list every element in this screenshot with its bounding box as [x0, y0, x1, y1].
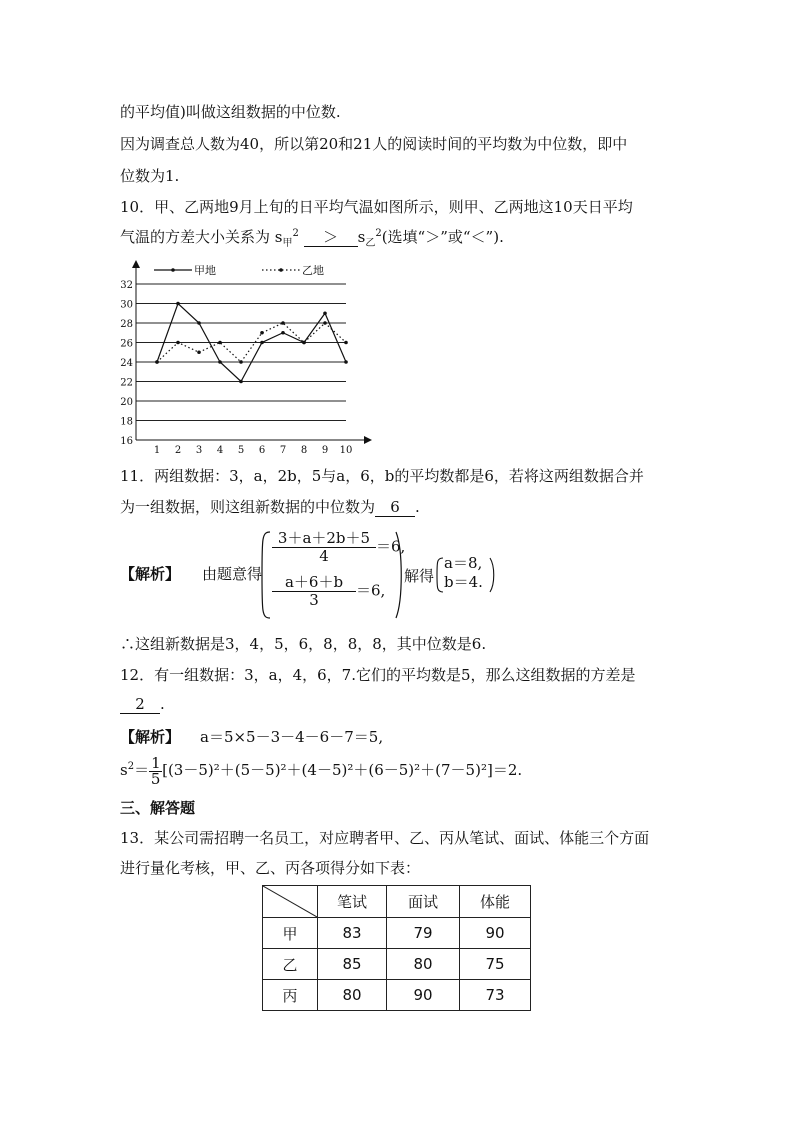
legend-label: 乙地	[302, 264, 324, 277]
chart-axes	[132, 260, 372, 444]
score-table	[262, 885, 531, 1011]
point-yi	[155, 360, 159, 364]
point-jia	[323, 311, 327, 315]
point-yi	[323, 321, 327, 325]
x-tick-label: 8	[300, 445, 308, 454]
denominator: 5	[150, 769, 161, 788]
table-row	[263, 980, 531, 1011]
question-11-line-1: 11．两组数据：3，a，2b，5与a，6，b的平均数都是6，若将这两组数据合并	[120, 467, 644, 485]
table-row	[263, 918, 531, 949]
numerator: 1	[151, 753, 161, 772]
table-cell: 75	[460, 949, 531, 980]
point-yi	[302, 341, 306, 345]
text: .	[160, 695, 165, 713]
x-tick-label: 10	[339, 445, 353, 454]
fraction	[272, 530, 376, 565]
y-tick-label: 32	[120, 280, 133, 291]
chart-grid	[136, 284, 346, 421]
variance-equation	[120, 752, 522, 788]
chart-legend	[154, 263, 324, 277]
x-tick-label: 5	[237, 445, 245, 454]
y-tick-label: 22	[120, 377, 133, 389]
text-line: 的平均值)叫做这组数据的中位数.	[120, 103, 341, 121]
answer-blank: 6	[375, 498, 415, 517]
point-jia	[218, 360, 222, 364]
point-yi	[260, 331, 264, 335]
paren-right	[488, 556, 498, 594]
text: 为一组数据，则这组新数据的中位数为	[120, 498, 376, 516]
point-yi	[344, 341, 348, 345]
text: ＝	[134, 761, 150, 779]
row-label: 乙	[263, 949, 318, 980]
y-tick-label: 18	[120, 416, 133, 428]
column-header: 面试	[387, 886, 460, 918]
x-tick-label: 1	[153, 445, 161, 454]
y-tick-label: 24	[120, 358, 133, 369]
x-tick-label: 4	[216, 445, 224, 454]
solution-brace	[434, 556, 444, 594]
row-label: 丙	[263, 980, 318, 1011]
text: (选填“＞”或“＜”).	[381, 228, 504, 246]
chart-ticks	[120, 280, 352, 454]
superscript: 2	[375, 228, 382, 239]
diagonal-line	[263, 886, 317, 917]
column-header: 笔试	[318, 886, 387, 918]
diagonal-corner-cell	[263, 886, 318, 918]
y-tick-label: 16	[120, 436, 133, 447]
x-axis-arrow	[364, 436, 372, 444]
solution-b: b＝4.	[444, 573, 483, 591]
analysis-label: 【解析】	[120, 565, 181, 583]
column-header: 体能	[460, 886, 531, 918]
point-jia	[176, 302, 180, 306]
table-cell: 90	[387, 980, 460, 1011]
analysis-label: 【解析】	[120, 728, 181, 746]
text: s	[120, 761, 128, 779]
x-tick-label: 3	[195, 445, 203, 454]
text: 气温的方差大小关系为 s	[120, 228, 283, 246]
table-cell: 90	[460, 918, 531, 949]
left-brace	[258, 530, 272, 620]
denominator: 3	[309, 591, 319, 609]
text: [(3－5)²＋(5－5)²＋(4－5)²＋(6－5)²＋(7－5)²]＝2.	[162, 761, 523, 779]
answer-blank: 2	[120, 695, 160, 714]
table-cell: 73	[460, 980, 531, 1011]
equation-system	[258, 530, 508, 620]
y-tick-label: 26	[120, 338, 133, 350]
table-cell: 80	[318, 980, 387, 1011]
numerator: a＋6＋b	[272, 574, 356, 592]
subscript: 乙	[365, 238, 376, 249]
table-cell: 80	[387, 949, 460, 980]
equation-1	[272, 530, 405, 565]
equation-rhs: ＝6,	[356, 581, 386, 600]
table-cell: 83	[318, 918, 387, 949]
x-tick-label: 2	[174, 445, 182, 454]
text: s	[357, 228, 366, 246]
table-cell: 85	[318, 949, 387, 980]
y-tick-label: 28	[120, 319, 133, 330]
numerator: 3＋a＋2b＋5	[272, 530, 376, 548]
analysis-equation: a＝5×5－3－4－6－7＝5,	[200, 728, 384, 746]
equation-2	[272, 574, 385, 609]
x-tick-label: 7	[279, 445, 287, 454]
legend-marker	[171, 268, 175, 272]
answer-blank: ＞	[304, 228, 358, 247]
table-cell: 79	[387, 918, 460, 949]
point-jia	[239, 380, 243, 384]
question-13-line-2: 进行量化考核，甲、乙、丙各项得分如下表：	[120, 859, 421, 877]
x-tick-label: 6	[258, 445, 266, 454]
temperature-line-chart	[114, 256, 376, 454]
question-12-line-1: 12．有一组数据：3，a，4，6，7.它们的平均数是5，那么这组数据的方差是	[120, 666, 636, 684]
text-line: 位数为1.	[120, 167, 180, 185]
point-jia	[260, 341, 264, 345]
legend-label: 甲地	[194, 264, 216, 277]
text: .	[415, 498, 420, 516]
section-heading: 三、解答题	[120, 799, 196, 817]
equation-rhs: ＝6,	[376, 537, 406, 556]
y-tick-label: 30	[120, 299, 133, 311]
solution-a: a＝8,	[444, 554, 483, 572]
question-12-line-2	[120, 694, 165, 714]
text-line: 因为调查总人数为40，所以第20和21人的阅读时间的平均数为中位数，即中	[120, 135, 628, 153]
analysis-intro: 由题意得	[202, 565, 263, 583]
legend-marker	[279, 268, 283, 272]
point-jia	[197, 321, 201, 325]
row-label: 甲	[263, 918, 318, 949]
y-tick-label: 20	[120, 397, 133, 408]
denominator: 4	[319, 547, 329, 565]
point-yi	[239, 360, 243, 364]
superscript: 2	[127, 761, 135, 772]
point-yi	[281, 321, 285, 325]
y-axis-arrow	[132, 260, 140, 268]
x-tick-label: 9	[321, 445, 329, 454]
point-yi	[218, 341, 222, 345]
question-13-line-1: 13．某公司需招聘一名员工，对应聘者甲、乙、丙从笔试、面试、体能三个方面	[120, 829, 650, 847]
analysis-conclusion: ∴这组新数据是3，4，5，6，8，8，8，其中位数是6.	[120, 635, 487, 653]
question-11-line-2	[120, 497, 420, 517]
question-10-line-1: 10．甲、乙两地9月上旬的日平均气温如图所示，则甲、乙两地这10天日平均	[120, 198, 633, 216]
solve-label: 解得	[404, 567, 435, 585]
fraction	[149, 753, 162, 788]
superscript: 2	[292, 228, 299, 239]
subscript: 甲	[282, 238, 293, 249]
question-10-line-2	[120, 227, 504, 247]
point-yi	[176, 341, 180, 345]
point-jia	[344, 360, 348, 364]
point-yi	[197, 350, 201, 354]
table-header-row	[263, 886, 531, 918]
table-row	[263, 949, 531, 980]
fraction	[272, 574, 356, 609]
point-jia	[281, 331, 285, 335]
